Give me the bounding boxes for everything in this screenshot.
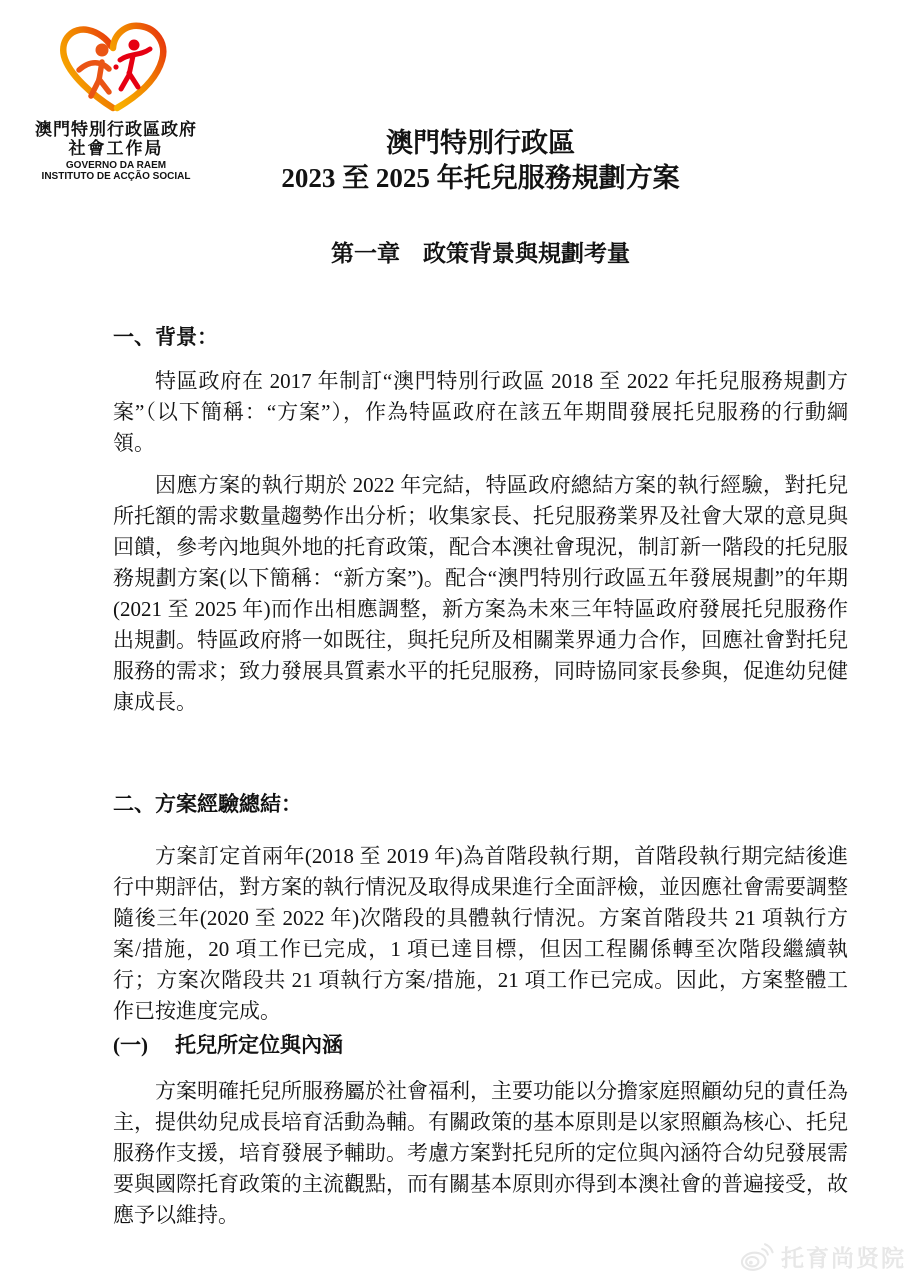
section-1-paragraph-1: 特區政府在 2017 年制訂“澳門特別行政區 2018 至 2022 年托兒服務規劃方案”（以下簡稱：“方案”），作為特區政府在該五年期間發展托兒服務的行動綱領。 — [113, 369, 848, 455]
section-2-heading: 二、方案經驗總結： — [113, 792, 302, 816]
logo-org-name-pt-line2: INSTITUTO DE ACÇÃO SOCIAL — [41, 171, 191, 182]
subsection-1-label: (一) — [113, 1033, 148, 1057]
subsection-1-paragraph-1: 方案明確托兒所服務屬於社會福利，主要功能以分擔家庭照顧幼兒的責任為主，提供幼兒成長培育活動為輔。有關政策的基本原則是以家照顧為核心、托兒服務作支援，培育發展予輔助。考慮方案對托兒所的定位與內涵符合幼兒發展需要與國際托育政策的主流觀點，而有關基本原則亦得到本澳社會的普遍接受，故應予以維持。 — [113, 1079, 848, 1227]
chapter-heading: 第一章 政策背景與規劃考量 — [331, 241, 630, 266]
subsection-1-title: 托兒所定位與內涵 — [175, 1033, 343, 1057]
watermark — [740, 1240, 906, 1273]
section-1-heading: 一、背景： — [113, 325, 218, 349]
logo-org-name-zh-line2: 社會工作局 — [68, 139, 164, 158]
section-2-paragraph-1: 方案訂定首兩年(2018 至 2019 年)為首階段執行期，首階段執行期完結後進行中期評估，對方案的執行情況及取得成果進行全面評檢，並因應社會需要調整隨後三年(2020 至 2022 年)次階段的具體執行情況。方案首階段共 21 項執行方案/措施，20 項工作已完成，1 項已達目標，但因工程關係轉至次階段繼續執行；方案次階段共 21 項執行方案/措施，21 項工作已完成。因此，方案整體工作已按進度完成。 — [113, 844, 848, 1023]
watermark-text: 托育尚贤院 — [781, 1245, 906, 1271]
logo-org-name-pt-line1: GOVERNO DA RAEM — [65, 160, 167, 171]
heart-figures-logo-icon — [54, 18, 178, 116]
document-title-line1: 澳門特別行政區 — [386, 128, 575, 158]
section-1-paragraph-2: 因應方案的執行期於 2022 年完結，特區政府總結方案的執行經驗，對托兒所托額的需求數量趨勢作出分析；收集家長、托兒服務業界及社會大眾的意見與回饋，參考內地與外地的托育政策，配合本澳社會現況，制訂新一階段的托兒服務規劃方案(以下簡稱：“新方案”)。配合“澳門特別行政區五年發展規劃”的年期(2021 至 2025 年)而作出相應調整，新方案為未來三年特區政府發展托兒服務作出規劃。特區政府將一如既往，與托兒所及相關業界通力合作，回應社會對托兒服務的需求；致力發展具質素水平的托兒服務，同時協同家長參與，促進幼兒健康成長。 — [113, 473, 848, 714]
subsection-1-heading — [113, 1030, 848, 1061]
document-title-line2: 2023 至 2025 年托兒服務規劃方案 — [281, 163, 680, 193]
weibo-icon — [740, 1242, 774, 1272]
document-title — [113, 126, 848, 196]
logo-org-name-zh-line1: 澳門特別行政區政府 — [35, 120, 197, 139]
